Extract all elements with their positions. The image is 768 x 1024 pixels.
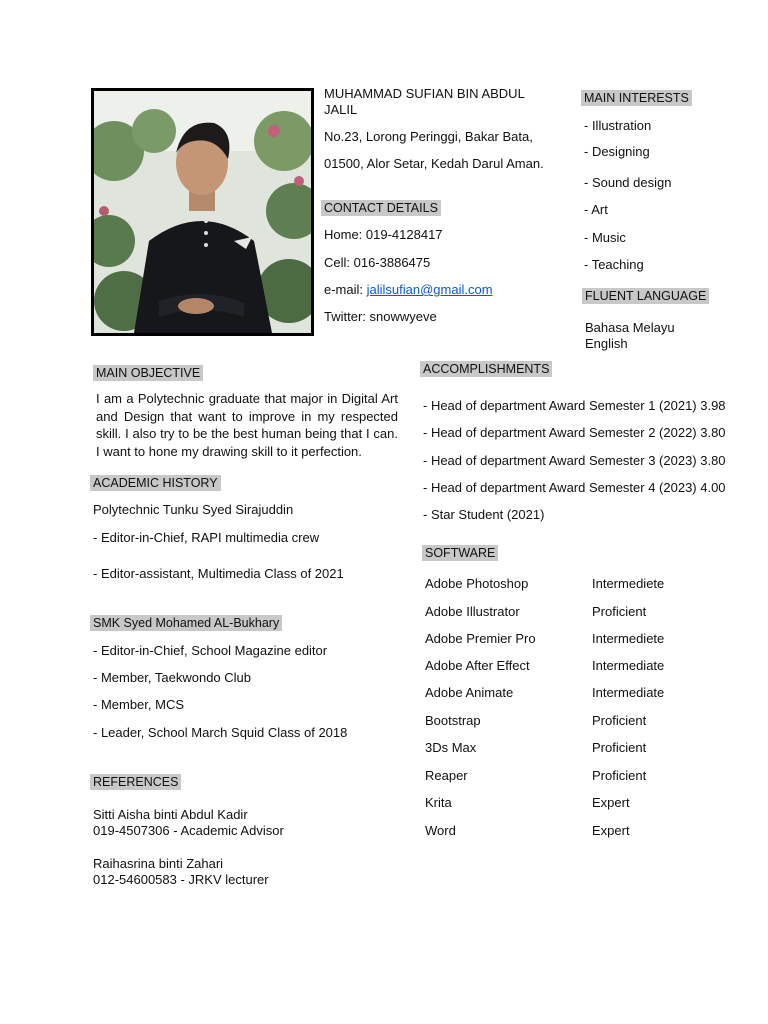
- software-name: Bootstrap: [425, 713, 481, 728]
- software-level: Intermediate: [592, 658, 665, 673]
- software-name: Adobe Animate: [425, 685, 514, 700]
- contact-heading: CONTACT DETAILS: [321, 200, 441, 216]
- interest-item: - Illustration: [584, 118, 652, 133]
- academic-item: - Member, MCS: [93, 697, 185, 712]
- academic-item: - Member, Taekwondo Club: [93, 670, 252, 685]
- interests-heading: MAIN INTERESTS: [581, 90, 692, 106]
- reference-name: Sitti Aisha binti Abdul Kadir: [93, 807, 248, 822]
- software-name: Adobe Photoshop: [425, 576, 529, 591]
- twitter-handle: Twitter: snowwyeve: [324, 309, 437, 324]
- reference-detail: 019-4507306 - Academic Advisor: [93, 823, 284, 838]
- software-heading: SOFTWARE: [422, 545, 498, 561]
- school-name: Polytechnic Tunku Syed Sirajuddin: [93, 502, 294, 517]
- objective-heading: MAIN OBJECTIVE: [93, 365, 203, 381]
- software-level: Intermediete: [592, 576, 665, 591]
- academic-item: - Editor-in-Chief, School Magazine editor: [93, 643, 328, 658]
- software-level: Proficient: [592, 768, 647, 783]
- interest-item: - Teaching: [584, 257, 644, 272]
- interest-item: - Designing: [584, 144, 650, 159]
- academic-item: - Editor-in-Chief, RAPI multimedia crew: [93, 530, 320, 545]
- software-level: Proficient: [592, 740, 647, 755]
- software-name: Adobe Premier Pro: [425, 631, 536, 646]
- software-name: Adobe Illustrator: [425, 604, 520, 619]
- profile-photo: [91, 88, 314, 336]
- school-name-highlight: SMK Syed Mohamed AL-Bukhary: [90, 615, 282, 631]
- email-line: [324, 282, 493, 298]
- email-label: e-mail:: [324, 282, 367, 297]
- accomplishment-item: - Head of department Award Semester 3 (2023) 3.80: [423, 453, 726, 468]
- software-level: Proficient: [592, 604, 647, 619]
- language-item: Bahasa Melayu: [585, 320, 675, 335]
- software-level: Expert: [592, 823, 630, 838]
- academic-heading: ACADEMIC HISTORY: [90, 475, 221, 491]
- home-phone: Home: 019-4128417: [324, 227, 443, 242]
- accomplishment-item: - Head of department Award Semester 4 (2023) 4.00: [423, 480, 726, 495]
- cell-phone: Cell: 016-3886475: [324, 255, 431, 270]
- email-link[interactable]: jalilsufian@gmail.com: [366, 282, 493, 297]
- language-heading: FLUENT LANGUAGE: [582, 288, 709, 304]
- full-name-line1: MUHAMMAD SUFIAN BIN ABDUL: [324, 86, 525, 101]
- interest-item: - Music: [584, 230, 626, 245]
- accomplishment-item: - Star Student (2021): [423, 507, 545, 522]
- software-name: Word: [425, 823, 456, 838]
- software-level: Intermediate: [592, 685, 665, 700]
- software-name: Reaper: [425, 768, 468, 783]
- address-line2: 01500, Alor Setar, Kedah Darul Aman.: [324, 156, 544, 171]
- reference-name: Raihasrina binti Zahari: [93, 856, 224, 871]
- accomplishments-heading: ACCOMPLISHMENTS: [420, 361, 552, 377]
- accomplishment-item: - Head of department Award Semester 2 (2022) 3.80: [423, 425, 726, 440]
- full-name-line2: JALIL: [324, 102, 358, 117]
- software-name: Adobe After Effect: [425, 658, 530, 673]
- language-item: English: [585, 336, 628, 351]
- software-level: Expert: [592, 795, 630, 810]
- academic-item: - Leader, School March Squid Class of 2018: [93, 725, 348, 740]
- address-line1: No.23, Lorong Peringgi, Bakar Bata,: [324, 129, 533, 144]
- profile-photo-illustration: [94, 91, 311, 333]
- objective-text: I am a Polytechnic graduate that major in Digital Art and Design that want to improve in my respected skill. I also try to be the best human being that I can. I want to hone my drawing skill to it perfection.: [96, 391, 398, 459]
- academic-item: - Editor-assistant, Multimedia Class of 2021: [93, 566, 344, 581]
- software-name: Krita: [425, 795, 452, 810]
- accomplishment-item: - Head of department Award Semester 1 (2021) 3.98: [423, 398, 726, 413]
- interest-item: - Art: [584, 202, 608, 217]
- software-level: Proficient: [592, 713, 647, 728]
- software-level: Intermediete: [592, 631, 665, 646]
- references-heading: REFERENCES: [90, 774, 181, 790]
- reference-detail: 012-54600583 - JRKV lecturer: [93, 872, 269, 887]
- software-name: 3Ds Max: [425, 740, 477, 755]
- interest-item: - Sound design: [584, 175, 672, 190]
